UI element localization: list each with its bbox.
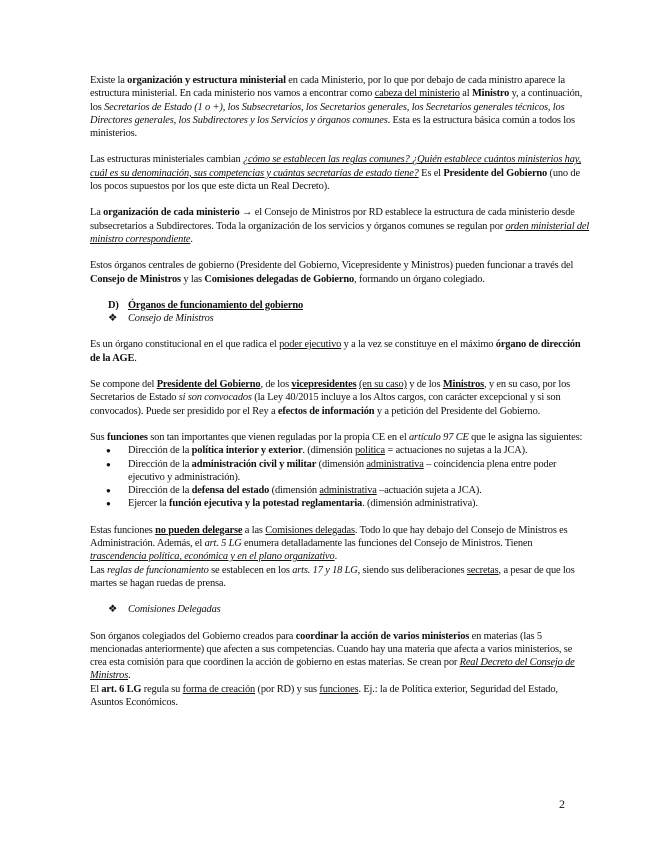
italic-term: artículo 97 CE: [409, 431, 469, 443]
paragraph-organos-colegiados: [90, 630, 590, 683]
italic-term: Secretarios de Estado (1 o +), los Subsecretarios, los Secretarios generales, los Secretarios generales técnicos, los Directores generales, los Subdirectores y los Servicios y órganos comunes: [90, 101, 565, 126]
text: , formando un órgano colegiado.: [354, 273, 485, 285]
text: . Todo lo que hay debajo del Consejo de Ministros es Administración. Además, el: [90, 524, 568, 550]
text: Dirección de la: [128, 458, 192, 470]
bold-term: Comisiones delegadas de Gobierno: [204, 273, 355, 285]
underlined-term: Comisiones delegadas: [265, 524, 355, 536]
document-body: [90, 74, 590, 722]
bold-term: funciones: [107, 431, 148, 443]
underlined-term: secretas: [466, 564, 499, 576]
bold-term: defensa del estado: [191, 485, 270, 497]
text: .: [128, 670, 131, 682]
funciones-list: [90, 444, 590, 510]
italic-underlined-term: trascendencia política, económica y en el plano organizativo: [90, 551, 335, 563]
text: (uno de los pocos supuestos por los que este dicta un Real Decreto).: [90, 167, 580, 193]
text: (la Ley 40/2015 incluye a los Altos cargos, con carácter excepcional y si son convocados). Puede ser presidido por el Rey a: [90, 392, 561, 417]
paragraph-funciones: [90, 431, 590, 444]
underlined-term: cabeza del ministerio: [374, 88, 460, 100]
text: enumera detalladamente las funciones del Consejo de Ministros. Tienen: [241, 538, 533, 550]
text: .: [134, 352, 137, 364]
italic-term: si son convocados: [178, 392, 252, 404]
bold-term: art. 6 LG: [101, 683, 142, 695]
subsection-title: Consejo de Ministros: [128, 313, 214, 325]
text: Estas funciones: [90, 524, 156, 536]
text: .: [190, 233, 193, 245]
text: y de los: [406, 379, 443, 391]
text: Sus: [90, 431, 108, 443]
text: , a pesar de que los martes se hagan ruedas de prensa.: [90, 564, 575, 589]
text: → el Consejo de Ministros por RD establece la estructura de cada ministerio desde subsecretarios a Subdirectores. Toda la organización de los servicios y órganos comunes se regulan por: [90, 207, 575, 232]
italic-underlined-term: orden ministerial del ministro correspondiente: [90, 220, 590, 245]
subsection-consejo-ministros: [108, 312, 590, 325]
bold-term: organización y estructura ministerial: [127, 75, 286, 86]
text: se establecen en los: [208, 564, 293, 576]
paragraph-reglas-funcionamiento: [90, 564, 590, 591]
paragraph-art-6-lg: [90, 683, 590, 710]
text: regula su: [141, 683, 183, 695]
text: , siendo sus deliberaciones: [357, 564, 467, 576]
text: Ejercer la: [128, 498, 170, 510]
text: . Ej.: la de Política exterior, Seguridad del Estado, Asuntos Económicos.: [90, 683, 558, 708]
subsection-title: Comisiones Delegadas: [128, 604, 221, 616]
bold-term: órgano de dirección de la AGE: [90, 339, 581, 364]
text: (dimensión: [269, 485, 320, 497]
subsection-comisiones-delegadas: [108, 603, 590, 616]
text: Es el: [418, 167, 444, 179]
text: y las: [180, 273, 205, 285]
text: Estos órganos centrales de gobierno (Presidente del Gobierno, Vicepresidente y Ministros) pueden funcionar a través del: [90, 260, 574, 272]
bold-term: organización de cada ministerio: [103, 207, 240, 219]
italic-term: arts. 17 y 18 LG: [292, 564, 358, 576]
paragraph-no-delegables: [90, 524, 590, 564]
underlined-term: administrativa: [319, 485, 377, 497]
bold-underlined-term: Ministros: [442, 379, 485, 391]
paragraph-organizacion-ministerio: [90, 206, 590, 246]
text: Existe la: [90, 75, 128, 86]
italic-underlined-question: ¿cómo se establecen las reglas comunes? ¿Quién establece cuántos ministerios hay, cuál es su denominación, sus competencias y cuántas secretarías de estado tiene?: [90, 154, 582, 179]
page-number: 2: [559, 797, 565, 811]
heading-text: Órganos de funcionamiento del gobierno: [128, 299, 303, 311]
italic-term: reglas de funcionamiento: [107, 564, 209, 576]
underlined-term: funciones: [319, 683, 359, 695]
text: –actuación sujeta a JCA).: [376, 485, 482, 497]
bold-term: efectos de información: [277, 405, 375, 417]
bold-term: función ejecutiva y la potestad reglamentaria: [169, 498, 363, 510]
text: (dimensión: [316, 458, 367, 470]
text: .: [334, 551, 338, 563]
bold-underlined-term: vicepresidentes: [291, 379, 357, 391]
section-heading: [108, 299, 590, 312]
bold-underlined-term: Presidente del Gobierno: [156, 379, 261, 391]
text: Las estructuras ministeriales cambian: [90, 154, 243, 166]
bold-term: administración civil y militar: [191, 458, 317, 470]
list-item: [128, 497, 590, 510]
text: , y en su caso, por los Secretarios de Estado: [90, 379, 571, 404]
paragraph-organo-constitucional: [90, 338, 590, 365]
text: = actuaciones no sujetas a la JCA).: [384, 445, 528, 457]
bold-term: Presidente del Gobierno: [443, 167, 548, 179]
bold-term: coordinar la acción de varios ministerios: [295, 630, 470, 642]
text: Se compone del: [90, 379, 157, 391]
text: – coincidencia plena entre poder ejecutivo y administración).: [128, 458, 557, 483]
underlined-term: forma de creación: [182, 683, 256, 695]
diamond-bullet-icon: ❖: [108, 313, 118, 325]
bold-term: política interior y exterior: [191, 445, 303, 457]
underlined-term: poder ejecutivo: [279, 339, 342, 351]
paragraph-estructuras-cambian: [90, 153, 590, 193]
text: La: [90, 207, 104, 219]
text: . (dimensión: [302, 445, 356, 457]
underlined-term: (en su caso): [358, 379, 407, 391]
italic-term: art. 5 LG: [204, 538, 242, 550]
list-item: [128, 458, 590, 485]
list-item: [128, 484, 590, 497]
text: y a la vez se constituye en el máximo: [341, 339, 496, 351]
text: a las: [242, 524, 266, 536]
text: en materias (las 5 mencionadas anteriormente) que afecten a sus competencias. Cuando hay una materia que afecta a varios ministerios, se crea esta comisión para que coordinen la acción de gobierno en estas materias. Se crean por: [90, 630, 573, 669]
paragraph-estructura-ministerial: [90, 74, 590, 140]
diamond-bullet-icon: ❖: [108, 604, 118, 616]
text: y a petición del Presidente del Gobierno.: [374, 405, 541, 417]
underlined-term: política: [355, 445, 385, 457]
bold-underlined-term: no pueden delegarse: [155, 524, 243, 536]
bold-term: Consejo de Ministros: [90, 273, 181, 285]
text: al: [459, 88, 472, 100]
text: que le asigna las siguientes:: [468, 431, 583, 443]
list-item: [128, 444, 590, 457]
bold-term: Ministro: [471, 88, 510, 100]
text: Son órganos colegiados del Gobierno creados para: [90, 630, 296, 642]
text: (por RD) y sus: [255, 683, 320, 695]
italic-underlined-term: Real Decreto del Consejo de Ministros: [90, 657, 575, 682]
text: y, a continuación, los: [90, 88, 583, 113]
text: . (dimensión administrativa).: [362, 498, 478, 510]
text: , de los: [260, 379, 292, 391]
text: son tan importantes que vienen reguladas por la propia CE en el: [147, 431, 410, 443]
heading-label: D): [108, 299, 119, 311]
text: Las: [90, 564, 108, 576]
text: Es un órgano constitucional en el que radica el: [90, 339, 280, 351]
paragraph-composicion: [90, 378, 590, 418]
underlined-term: administrativa: [366, 458, 424, 470]
paragraph-organos-centrales: [90, 259, 590, 286]
text: El: [90, 683, 102, 695]
text: Dirección de la: [128, 445, 192, 457]
text: en cada Ministerio, por lo que por debajo de cada ministro aparece la estructura ministerial. En cada ministerio nos vamos a encontrar como: [90, 75, 565, 100]
text: Dirección de la: [128, 485, 192, 497]
text: . Esta es la estructura básica común a todos los ministerios.: [90, 114, 575, 140]
